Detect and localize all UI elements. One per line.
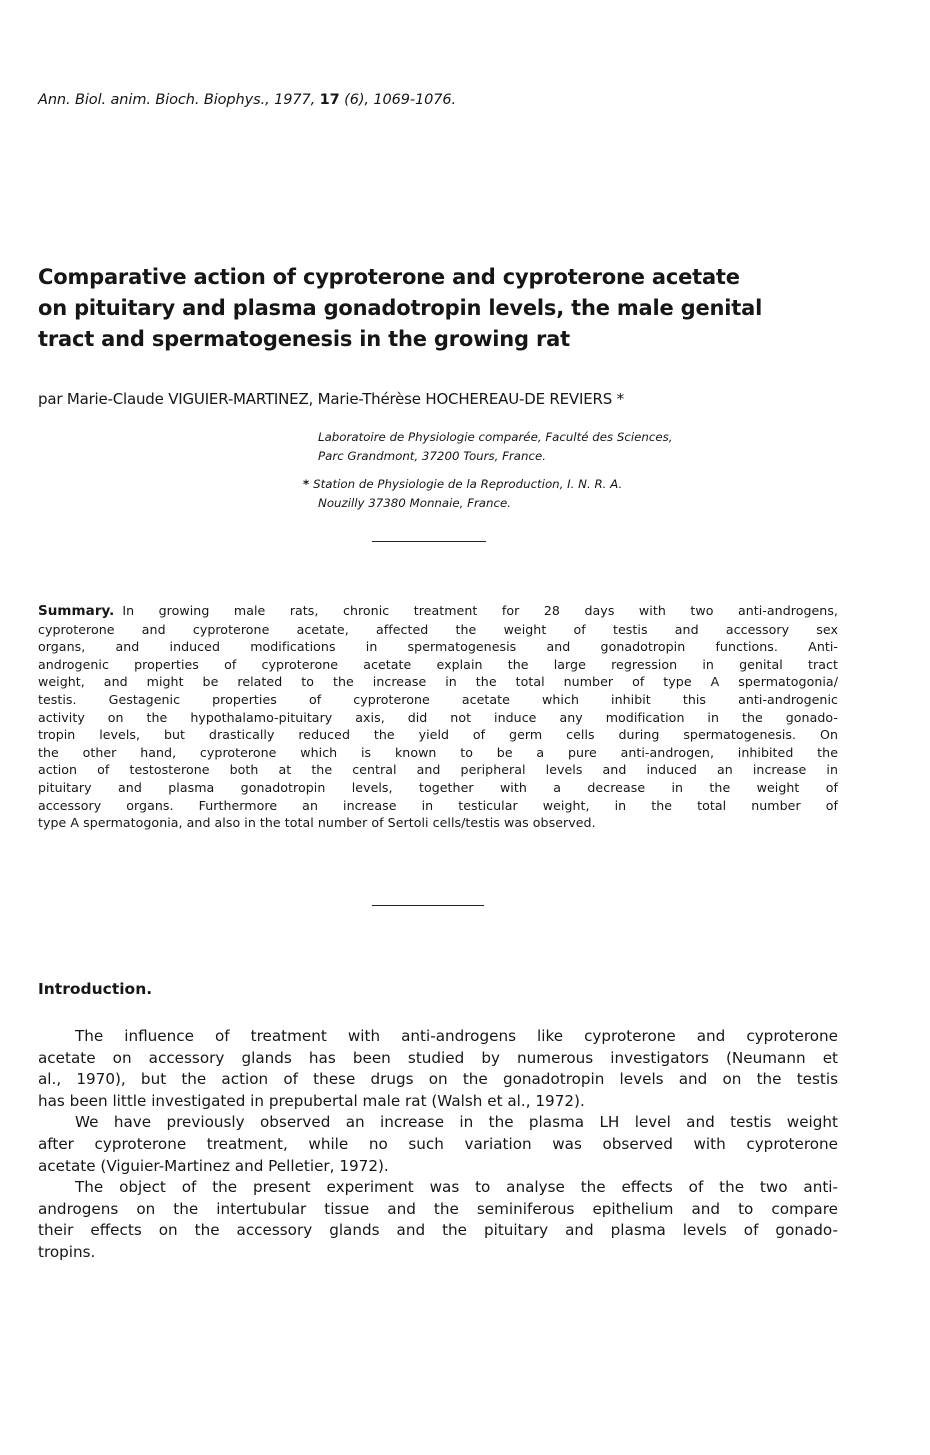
- summary-heading: Summary.: [38, 603, 115, 619]
- summary-line: [38, 602, 838, 621]
- paragraph-line: The object of the present experiment was to analyse the effects of the two anti-: [75, 1178, 838, 1197]
- introduction-heading: Introduction.: [38, 980, 153, 998]
- affiliation-text: Station de Physiologie de la Reproduction, I. N. R. A.: [313, 477, 623, 491]
- summary-line: weight, and might be related to the increase in the total number of type A spermatogonia/: [38, 674, 838, 690]
- journal-issue-pages: (6), 1069-1076.: [344, 92, 457, 108]
- paragraph-line: androgens on the intertubular tissue and the seminiferous epithelium and to compare: [38, 1199, 838, 1218]
- summary-line: activity on the hypothalamo-pituitary axis, did not induce any modification in the gonado-: [38, 709, 838, 725]
- summary-section: [38, 602, 838, 832]
- summary-line: the other hand, cyproterone which is known to be a pure anti-androgen, inhibited the: [38, 744, 838, 760]
- section-divider: [372, 541, 486, 542]
- summary-line: tropin levels, but drastically reduced the yield of germ cells during spermatogenesis. On: [38, 727, 838, 743]
- paragraph-line: after cyproterone treatment, while no such variation was observed with cyproterone: [38, 1134, 838, 1153]
- summary-line: organs, and induced modifications in spermatogenesis and gonadotropin functions. Anti-: [38, 639, 838, 655]
- paragraph-line: tropins.: [38, 1242, 96, 1261]
- journal-name: Ann. Biol. anim. Bioch. Biophys.,: [38, 92, 270, 108]
- journal-year: 1977,: [274, 92, 316, 108]
- affiliation-line: Parc Grandmont, 37200 Tours, France.: [318, 449, 546, 463]
- affiliation-line: Nouzilly 37380 Monnaie, France.: [318, 496, 512, 510]
- summary-line: testis. Gestagenic properties of cyproterone acetate which inhibit this anti-androgenic: [38, 691, 838, 707]
- affiliation-line: Laboratoire de Physiologie comparée, Faculté des Sciences,: [318, 430, 673, 444]
- section-divider: [372, 905, 484, 906]
- summary-line: pituitary and plasma gonadotropin levels, together with a decrease in the weight of: [38, 779, 838, 795]
- affiliation-line: [303, 475, 863, 494]
- paragraph-line: We have previously observed an increase in the plasma LH level and testis weight: [75, 1113, 838, 1132]
- title-line: tract and spermatogenesis in the growing rat: [38, 327, 570, 351]
- summary-line: accessory organs. Furthermore an increase in testicular weight, in the total number of: [38, 797, 838, 813]
- summary-line: type A spermatogonia, and also in the total number of Sertoli cells/testis was observed.: [38, 815, 596, 831]
- summary-line: action of testosterone both at the central and peripheral levels and induced an increase in: [38, 762, 838, 778]
- paragraph: [38, 1026, 838, 1112]
- journal-citation: [38, 92, 456, 108]
- paragraph-line: The influence of treatment with anti-androgens like cyproterone and cyproterone: [75, 1027, 838, 1045]
- paragraph-line: al., 1970), but the action of these drugs on the gonadotropin levels and on the testis: [38, 1070, 838, 1089]
- summary-line: androgenic properties of cyproterone acetate explain the large regression in genital tract: [38, 656, 838, 672]
- paragraph-line: has been little investigated in prepubertal male rat (Walsh et al., 1972).: [38, 1091, 585, 1110]
- author-list: par Marie-Claude VIGUIER-MARTINEZ, Marie-Thérèse HOCHEREAU-DE REVIERS *: [38, 390, 624, 408]
- paragraph-line: acetate (Viguier-Martinez and Pelletier, 1972).: [38, 1156, 389, 1175]
- affiliation-primary: [318, 428, 878, 466]
- paragraph: [38, 1112, 838, 1177]
- paper-title: [38, 262, 838, 355]
- title-line: on pituitary and plasma gonadotropin levels, the male genital: [38, 296, 763, 320]
- affiliation-secondary: [303, 475, 863, 513]
- title-line: Comparative action of cyproterone and cyproterone acetate: [38, 265, 740, 289]
- paragraph-line: acetate on accessory glands has been studied by numerous investigators (Neumann et: [38, 1048, 838, 1067]
- affiliation-mark: *: [303, 477, 310, 491]
- introduction-body: [38, 1026, 838, 1264]
- journal-volume: 17: [319, 92, 340, 108]
- paragraph: [38, 1177, 838, 1263]
- summary-text: In growing male rats, chronic treatment for 28 days with two anti-androgens,: [122, 603, 838, 618]
- paragraph-line: their effects on the accessory glands and the pituitary and plasma levels of gonado-: [38, 1221, 838, 1240]
- summary-line: cyproterone and cyproterone acetate, affected the weight of testis and accessory sex: [38, 621, 838, 637]
